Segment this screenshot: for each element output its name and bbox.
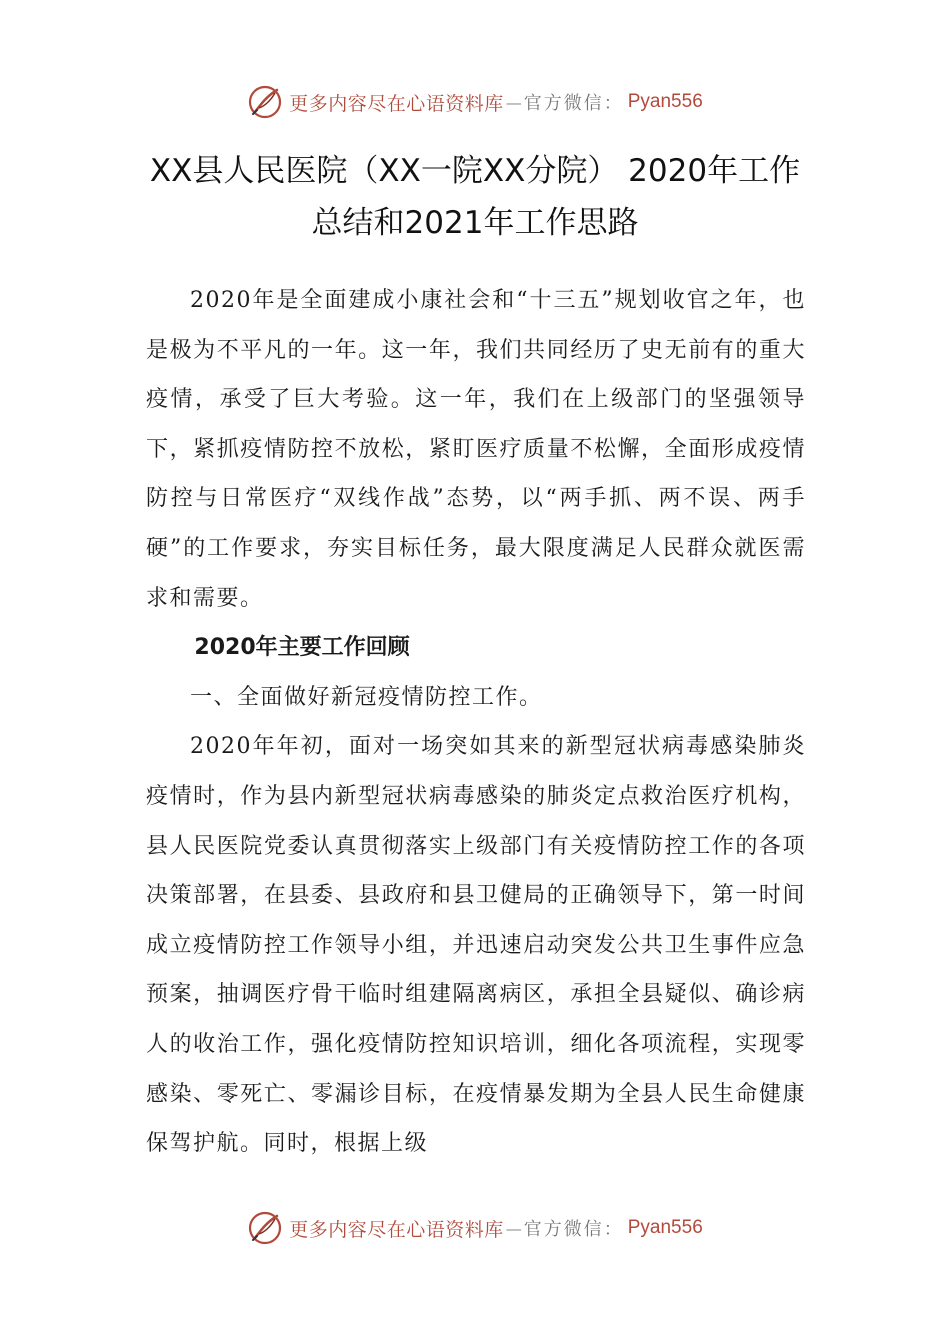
quill-logo-icon — [247, 84, 283, 120]
banner-separator: — — [505, 92, 522, 112]
footer-wechat-id: Pyan556 — [627, 1217, 703, 1238]
footer-wechat-label: 官方微信： — [523, 1219, 624, 1240]
header-banner — [0, 82, 950, 122]
title-line-1: XX县人民医院（XX一院XX分院） 2020年工作 — [149, 153, 801, 189]
banner-wechat-id: Pyan556 — [627, 91, 703, 112]
footer-banner-separator: — — [505, 1218, 522, 1238]
footer-banner-text: 更多内容尽在心语资料库 — [289, 1218, 504, 1241]
document-body — [146, 276, 806, 1169]
quill-logo-icon — [247, 1210, 283, 1246]
footer-banner — [0, 1208, 950, 1248]
intro-paragraph: 2020年是全面建成小康社会和“十三五”规划收官之年，也是极为不平凡的一年。这一年，我们共同经历了史无前有的重大疫情，承受了巨大考验。这一年，我们在上级部门的坚强领导下，紧抓疫情防控不放松，紧盯医疗质量不松懈，全面形成疫情防控与日常医疗“双线作战”态势，以“两手抓、两不误、两手硬”的工作要求，夯实目标任务，最大限度满足人民群众就医需求和需要。 — [146, 288, 806, 611]
body-paragraph: 2020年年初，面对一场突如其来的新型冠状病毒感染肺炎疫情时，作为县内新型冠状病毒感染的肺炎定点救治医疗机构，县人民医院党委认真贯彻落实上级部门有关疫情防控工作的各项决策部署，在县委、县政府和县卫健局的正确领导下，第一时间成立疫情防控工作领导小组，并迅速启动突发公共卫生事件应急预案，抽调医疗骨干临时组建隔离病区，承担全县疑似、确诊病人的收治工作，强化疫情防控知识培训，细化各项流程，实现零感染、零死亡、零漏诊目标，在疫情暴发期为全县人民生命健康保驾护航。同时，根据上级 — [146, 734, 806, 1157]
banner-wechat-label: 官方微信： — [523, 93, 624, 114]
subsection-heading: 一、全面做好新冠疫情防控工作。 — [190, 684, 543, 710]
title-line-2: 总结和2021年工作思路 — [311, 205, 639, 241]
document-title — [100, 145, 850, 249]
banner-text: 更多内容尽在心语资料库 — [289, 92, 504, 115]
section-heading: 2020年主要工作回顾 — [194, 635, 410, 661]
